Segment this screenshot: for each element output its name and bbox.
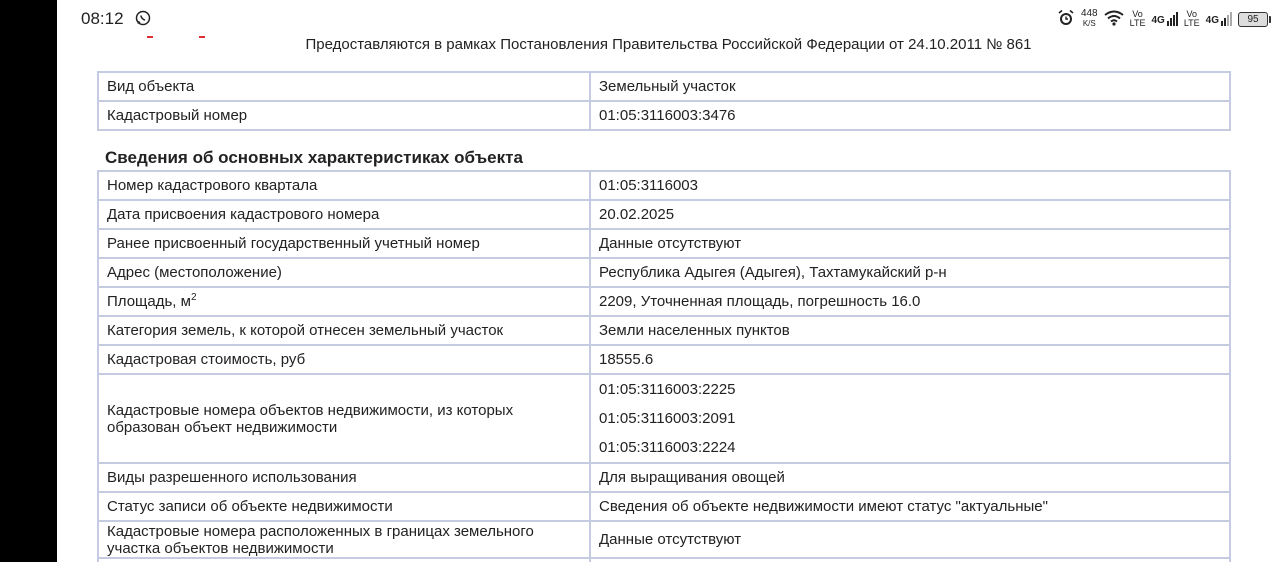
- table-row: [98, 258, 1230, 287]
- table-cell-label: Вид объекта: [98, 72, 590, 101]
- source-object-number: 01:05:3116003:2091: [599, 410, 736, 427]
- table-cell-label: Ранее присвоенный государственный учетный номер: [98, 229, 590, 258]
- section-title: Сведения об основных характеристиках объекта: [105, 148, 523, 167]
- battery-icon: 95: [1238, 12, 1268, 27]
- table-cell-label: Номер кадастрового квартала: [98, 171, 590, 200]
- table-cell-value: [590, 558, 1230, 562]
- table-cell-value: 01:05:3116003: [590, 171, 1230, 200]
- table-cell-value: 20.02.2025: [590, 200, 1230, 229]
- table-row: [98, 463, 1230, 492]
- volte-indicator-1: Vo LTE: [1129, 9, 1146, 28]
- table-cell-value: Республика Адыгея (Адыгея), Тахтамукайский р-н: [590, 258, 1230, 287]
- table-row: [98, 229, 1230, 258]
- source-object-number: 01:05:3116003:2225: [599, 381, 736, 398]
- table-cell-value: Земли населенных пунктов: [590, 316, 1230, 345]
- table-row: [98, 171, 1230, 200]
- table-row: [98, 101, 1230, 130]
- table-cell-value: 2209, Уточненная площадь, погрешность 16.0: [590, 287, 1230, 316]
- area-label-superscript: 2: [190, 292, 197, 303]
- table-cell-value: 18555.6: [590, 345, 1230, 374]
- source-object-number: 01:05:3116003:2224: [599, 439, 736, 456]
- signal-sim2: 4G: [1206, 12, 1232, 26]
- table-row: [98, 558, 1230, 562]
- table-row: [98, 72, 1230, 101]
- table-cell-value: [590, 374, 1230, 463]
- signal-sim1: 4G: [1151, 12, 1177, 26]
- object-table: [97, 71, 1231, 131]
- characteristics-table: [97, 170, 1231, 562]
- table-cell-label: [98, 287, 590, 316]
- status-bar: [57, 0, 1280, 38]
- area-label: Площадь, м: [107, 293, 191, 310]
- table-row: [98, 200, 1230, 229]
- alarm-icon: [1057, 9, 1075, 30]
- table-cell-value: Сведения об объекте недвижимости имеют статус "актуальные": [590, 492, 1230, 521]
- network-speed: 448 K/S: [1080, 8, 1098, 28]
- table-cell-value: Земельный участок: [590, 72, 1230, 101]
- table-cell-value: Данные отсутствуют: [590, 521, 1230, 558]
- document-header: Предоставляются в рамках Постановления Правительства Российской Федерации от 24.10.2011 № 861: [305, 36, 1032, 53]
- table-cell-label: Категория земель, к которой отнесен земельный участок: [98, 316, 590, 345]
- table-cell-value: Данные отсутствуют: [590, 229, 1230, 258]
- table-cell-label: Дата присвоения кадастрового номера: [98, 200, 590, 229]
- table-cell-value: 01:05:3116003:3476: [590, 101, 1230, 130]
- table-cell-label: Кадастровый номер: [98, 101, 590, 130]
- table-row: [98, 374, 1230, 463]
- table-cell-label: [98, 558, 590, 562]
- volte-indicator-2: Vo LTE: [1183, 9, 1200, 28]
- wifi-icon: [1104, 10, 1124, 29]
- whatsapp-icon: [135, 10, 151, 31]
- table-cell-label: Кадастровые номера объектов недвижимости, из которых образован объект недвижимости: [98, 374, 590, 463]
- table-row: [98, 316, 1230, 345]
- document-viewer: [57, 0, 1280, 562]
- table-cell-label: Виды разрешенного использования: [98, 463, 590, 492]
- table-row: [98, 345, 1230, 374]
- status-time: 08:12: [81, 9, 124, 28]
- table-cell-label: Статус записи об объекте недвижимости: [98, 492, 590, 521]
- table-cell-label: Адрес (местоположение): [98, 258, 590, 287]
- table-cell-label: Кадастровая стоимость, руб: [98, 345, 590, 374]
- table-row: [98, 287, 1230, 316]
- table-row: [98, 492, 1230, 521]
- status-indicators: [1057, 6, 1268, 32]
- table-cell-value: Для выращивания овощей: [590, 463, 1230, 492]
- table-cell-label: Кадастровые номера расположенных в границах земельного участка объектов недвижимости: [98, 521, 590, 558]
- table-row: [98, 521, 1230, 558]
